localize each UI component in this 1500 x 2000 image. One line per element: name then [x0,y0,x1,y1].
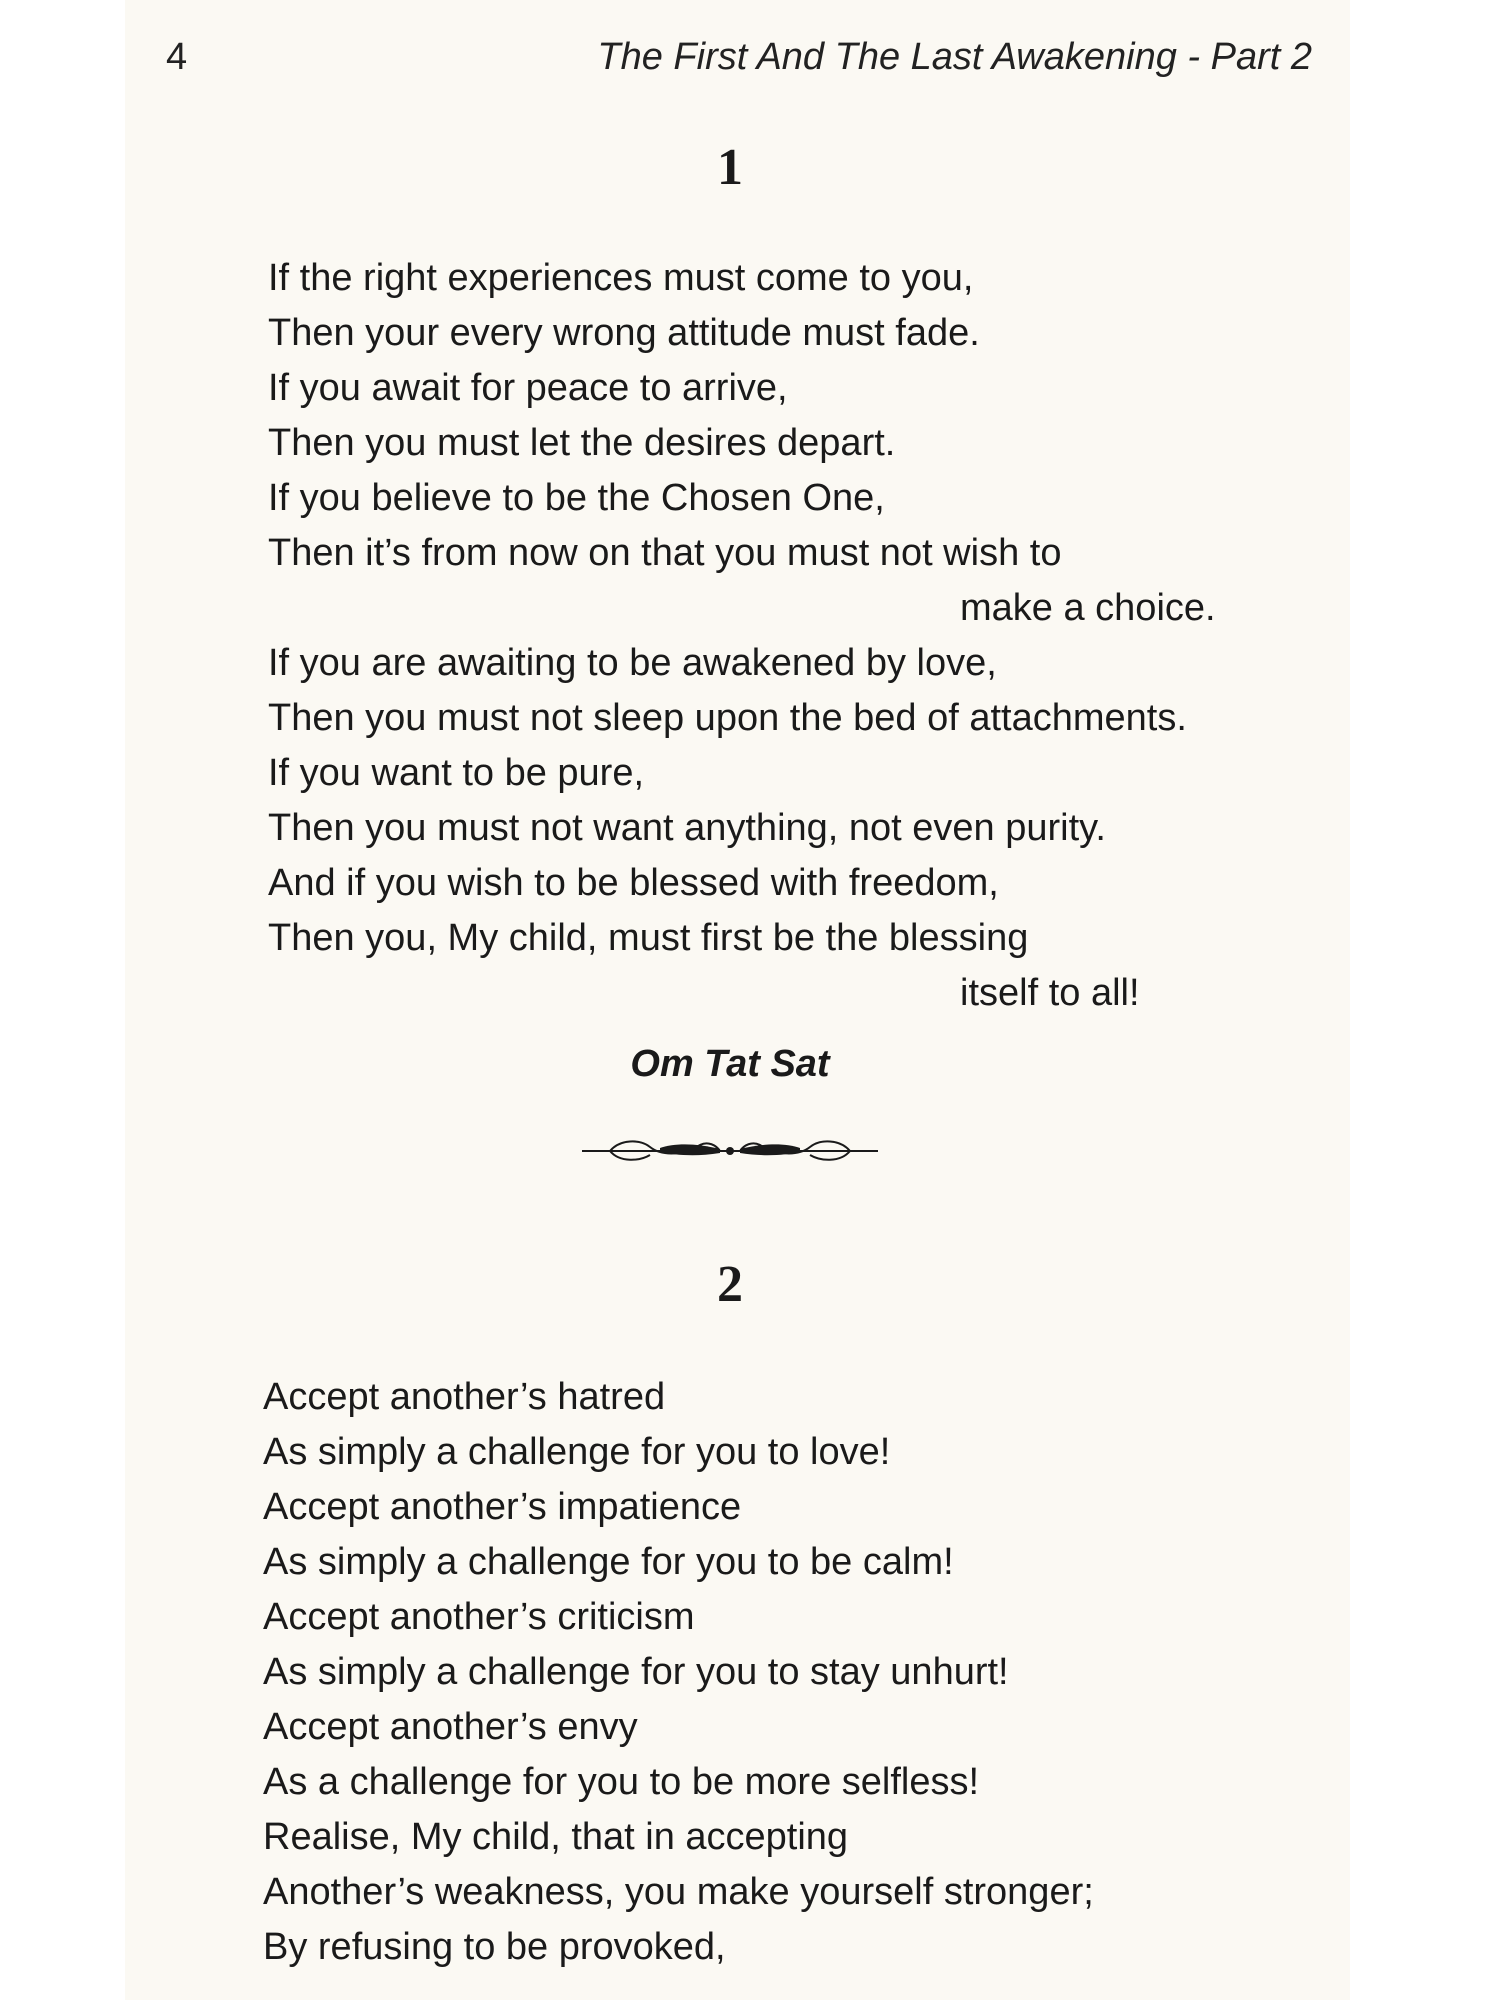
poem-line: If you await for peace to arrive, [268,367,788,409]
poem-line: If you are awaiting to be awakened by love, [268,642,997,684]
poem-line: Then you must let the desires depart. [268,422,896,464]
poem-line: As simply a challenge for you to love! [263,1431,891,1473]
poem-line: make a choice. [960,587,1216,629]
poem-section-2 [263,1370,1094,1975]
poem-line: Then you must not want anything, not even purity. [268,807,1106,849]
poem-line: As simply a challenge for you to be calm! [263,1541,954,1583]
poem-line: Then your every wrong attitude must fade. [268,312,980,354]
poem-line: Accept another’s criticism [263,1596,695,1638]
section-number-2: 2 [717,1256,743,1313]
poem-line: If the right experiences must come to you, [268,257,974,299]
poem-line: itself to all! [960,972,1140,1014]
closing-mantra: Om Tat Sat [630,1043,830,1085]
poem-line: Accept another’s envy [263,1706,638,1748]
poem-line: Accept another’s hatred [263,1376,666,1418]
page-header [0,36,1500,96]
poem-section-1 [268,251,1216,1021]
poem-line: Then it’s from now on that you must not wish to [268,532,1062,574]
page-number: 4 [166,36,188,78]
poem-line: Then you, My child, must first be the blessing [268,917,1029,959]
poem-line: Another’s weakness, you make yourself stronger; [263,1871,1094,1913]
poem-line: If you want to be pure, [268,752,645,794]
poem-line: Then you must not sleep upon the bed of attachments. [268,697,1187,739]
poem-line: As simply a challenge for you to stay unhurt! [263,1651,1009,1693]
running-title: The First And The Last Awakening - Part 2 [597,36,1312,78]
poem-line: And if you wish to be blessed with freedom, [268,862,999,904]
poem-line: By refusing to be provoked, [263,1926,726,1968]
poem-line: Realise, My child, that in accepting [263,1816,849,1858]
flourish-divider-icon [580,1131,880,1171]
section-number-1: 1 [717,139,743,196]
poem-line: Accept another’s impatience [263,1486,742,1528]
poem-line: If you believe to be the Chosen One, [268,477,885,519]
poem-line: As a challenge for you to be more selfless! [263,1761,980,1803]
